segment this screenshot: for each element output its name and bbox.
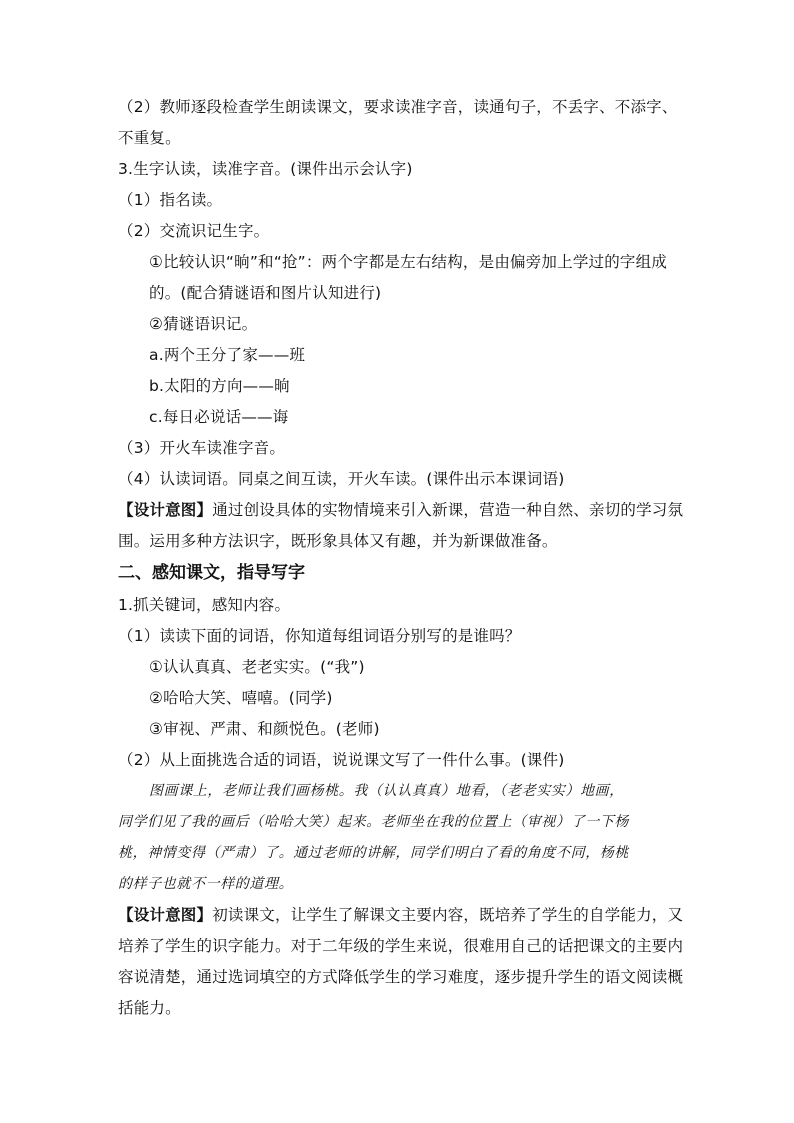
word-group-2: ②哈哈大笑、嘻嘻。(同学) <box>149 689 333 707</box>
handwritten-line-3: 桃，神情变得（严肃）了。通过老师的讲解，同学们明白了看的角度不同，杨桃 <box>118 845 629 861</box>
item-compare-characters: ①比较认识“晌”和“抢”：两个字都是左右结构，是由偏旁加上学过的字组成的。(配合猜谜语和图片认知进行) <box>149 253 668 302</box>
design-intent-1 <box>118 495 688 557</box>
design-intent-2 <box>118 900 688 1024</box>
item-read-words: （1）读读下面的词语，你知道每组词语分别写的是谁吗？ <box>118 627 521 645</box>
design-intent-text: 初读课文，让学生了解课文主要内容，既培养了学生的自学能力，又培养了学生的识字能力。对于二年级的学生来说，很难用自己的话把课文的主要内容说清楚，通过选词填空的方式降低学生的学习难度，逐步提升学生的语文阅读概括能力。 <box>118 906 684 1017</box>
step-keywords: 1.抓关键词，感知内容。 <box>118 596 291 614</box>
item-name-reading: （1）指名读。 <box>118 191 223 209</box>
section-heading: 二、感知课文，指导写字 <box>118 563 305 583</box>
riddle-b: b.太阳的方向——晌 <box>149 377 290 395</box>
design-intent-text: 通过创设具体的实物情境来引入新课，营造一种自然、亲切的学习氛围。运用多种方法识字，既形象具体又有趣，并为新课做准备。 <box>118 501 684 550</box>
design-intent-tag: 【设计意图】 <box>118 501 213 519</box>
handwritten-line-2: 同学们见了我的画后（哈哈大笑）起来。老师坐在我的位置上（审视）了一下杨 <box>118 814 629 830</box>
design-intent-tag: 【设计意图】 <box>118 906 213 924</box>
item-exchange-memory: （2）交流识记生字。 <box>118 222 270 240</box>
riddle-a: a.两个王分了家——班 <box>149 346 306 364</box>
word-group-3: ③审视、严肃、和颜悦色。(老师) <box>149 720 380 738</box>
step-character-reading: 3.生字认读，读准字音。(课件出示会认字) <box>118 160 413 178</box>
item-train-reading: （3）开火车读准字音。 <box>118 439 286 457</box>
document-body <box>118 92 688 1024</box>
word-group-1: ①认认真真、老老实实。(“我”) <box>149 658 365 676</box>
item-word-reading: （4）认读词语。同桌之间互读，开火车读。(课件出示本课词语) <box>118 470 565 488</box>
item-riddle-memory: ②猜谜语识记。 <box>149 315 258 333</box>
handwritten-line-4: 的样子也就不一样的道理。 <box>118 876 294 892</box>
paragraph-check-reading: （2）教师逐段检查学生朗读课文，要求读准字音，读通句子，不丢字、不添字、不重复。 <box>118 98 678 147</box>
handwritten-line-1: 图画课上，老师让我们画杨桃。我（认认真真）地看，（老老实实）地画， <box>149 783 624 799</box>
item-choose-words: （2）从上面挑选合适的词语，说说课文写了一件什么事。(课件) <box>118 751 565 769</box>
riddle-c: c.每日必说话——诲 <box>149 408 289 426</box>
